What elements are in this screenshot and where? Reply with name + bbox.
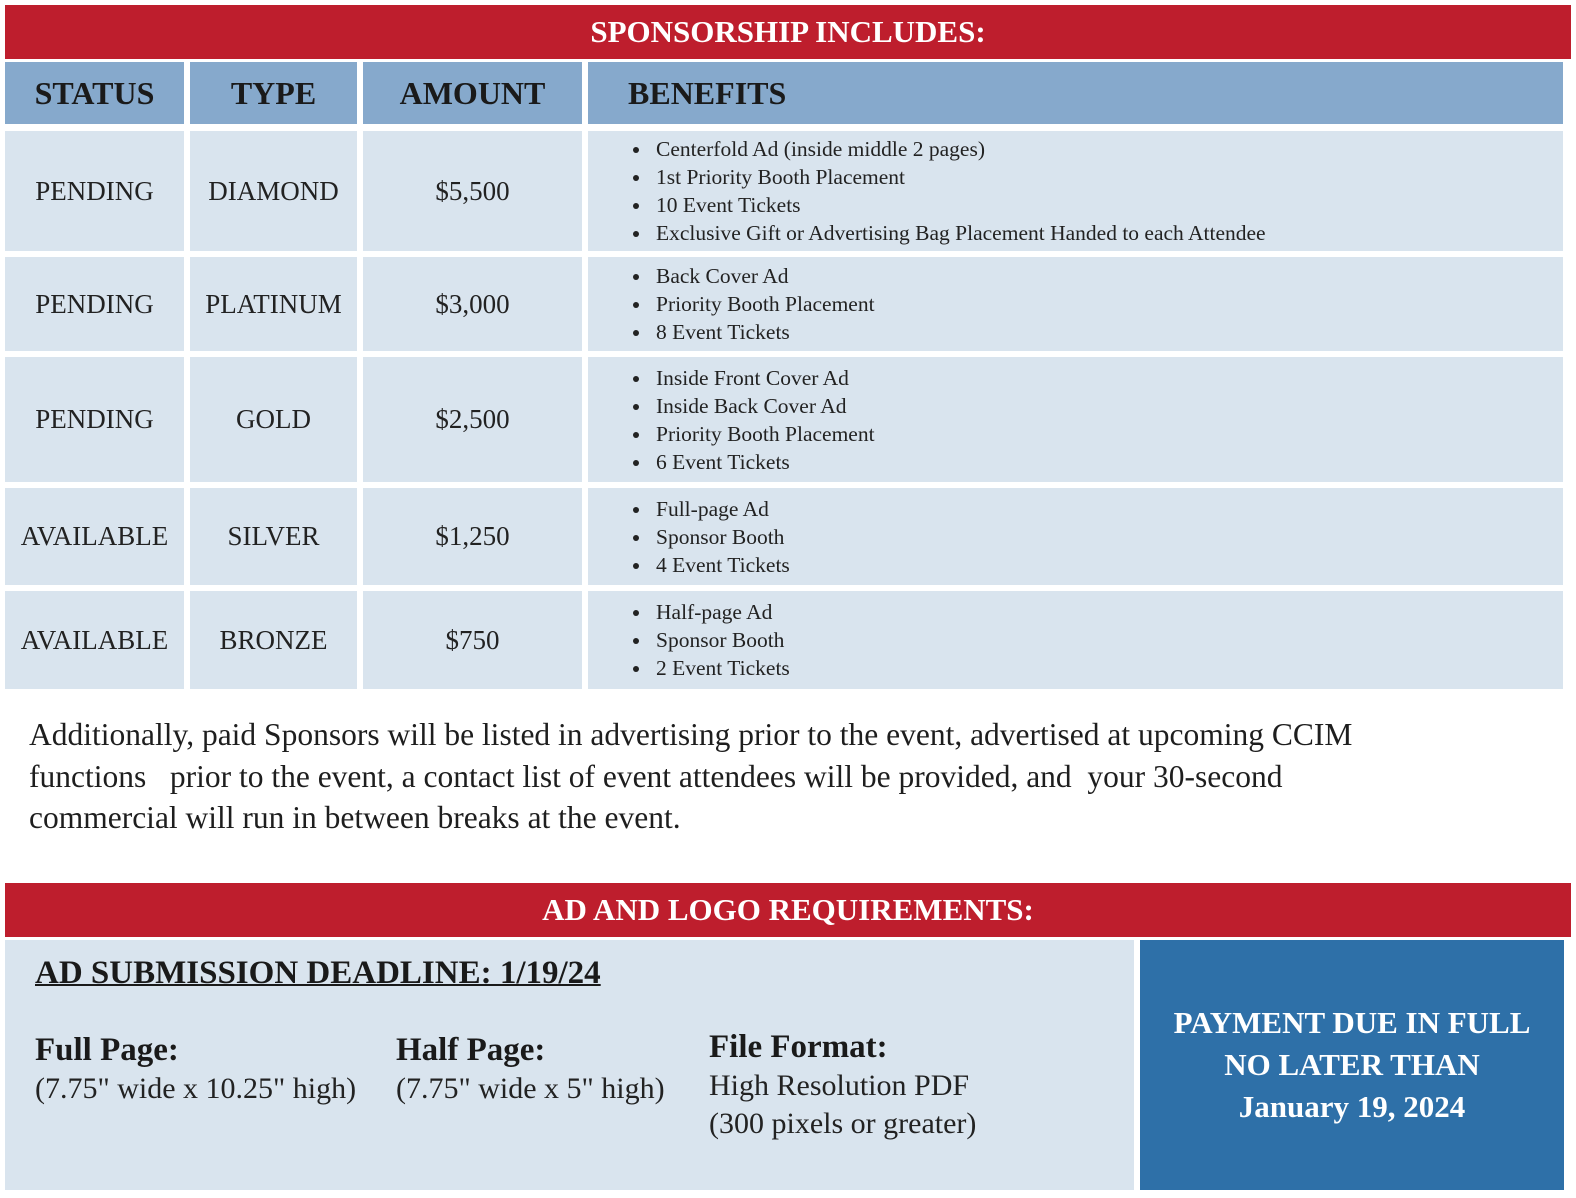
payment-line-2: NO LATER THAN [1224,1047,1480,1082]
cell-benefits [588,591,1563,689]
cell-type: DIAMOND [190,131,357,251]
cell-type: GOLD [190,357,357,482]
benefit-item: • Sponsor Booth [652,626,790,654]
cell-amount: $750 [363,591,582,689]
cell-type: PLATINUM [190,257,357,351]
requirements-banner: AD AND LOGO REQUIREMENTS: [5,883,1571,937]
benefit-item: • Priority Booth Placement [652,290,875,318]
header-benefits: BENEFITS [588,62,1563,124]
benefit-item: • 10 Event Tickets [652,191,1266,219]
benefits-list [626,262,875,346]
half-page-title: Half Page: [396,1032,546,1068]
cell-type: SILVER [190,488,357,585]
cell-status: PENDING [5,257,184,351]
benefits-list [626,598,790,682]
benefits-list [626,135,1266,247]
benefit-item: • 4 Event Tickets [652,551,790,579]
full-page-detail: (7.75" wide x 10.25" high) [35,1072,357,1105]
benefit-item: • Exclusive Gift or Advertising Bag Placement Handed to each Attendee [652,219,1266,247]
header-amount: AMOUNT [363,62,582,124]
payment-due-box [1140,940,1564,1190]
cell-status: AVAILABLE [5,591,184,689]
cell-benefits [588,257,1563,351]
cell-amount: $3,000 [363,257,582,351]
cell-status: AVAILABLE [5,488,184,585]
sponsorship-banner: SPONSORSHIP INCLUDES: [5,5,1571,59]
benefit-item: • Half-page Ad [652,598,790,626]
benefit-item: • Inside Back Cover Ad [652,392,875,420]
benefit-item: • 1st Priority Booth Placement [652,163,1266,191]
benefit-item: • Back Cover Ad [652,262,875,290]
cell-amount: $2,500 [363,357,582,482]
full-page-title: Full Page: [35,1032,179,1068]
file-format-line1: High Resolution PDF [709,1069,970,1102]
file-format-title: File Format: [709,1029,888,1065]
cell-amount: $1,250 [363,488,582,585]
benefit-item: • Centerfold Ad (inside middle 2 pages) [652,135,1266,163]
half-page-detail: (7.75" wide x 5" high) [396,1072,665,1105]
cell-benefits [588,488,1563,585]
cell-status: PENDING [5,131,184,251]
header-status: STATUS [5,62,184,124]
ad-deadline: AD SUBMISSION DEADLINE: 1/19/24 [35,955,601,991]
header-type: TYPE [190,62,357,124]
cell-type: BRONZE [190,591,357,689]
benefit-item: • 6 Event Tickets [652,448,875,476]
benefits-list [626,495,790,579]
benefit-item: • Sponsor Booth [652,523,790,551]
cell-benefits [588,357,1563,482]
benefit-item: • 8 Event Tickets [652,318,875,346]
benefit-item: • Inside Front Cover Ad [652,364,875,392]
cell-amount: $5,500 [363,131,582,251]
additional-info-paragraph: Additionally, paid Sponsors will be listed in advertising prior to the event, advertised at upcoming CCIM functions prior to the event, a contact list of event attendees will be provided, and your 30-second commercial will run in between breaks at the event. [29,717,1353,835]
benefits-list [626,364,875,476]
full-page-spec [35,1030,356,1108]
cell-benefits [588,131,1563,251]
benefit-item: • Full-page Ad [652,495,790,523]
file-format-spec [709,1027,976,1143]
half-page-spec [396,1030,665,1108]
payment-line-1: PAYMENT DUE IN FULL [1173,1005,1531,1040]
benefit-item: • 2 Event Tickets [652,654,790,682]
benefit-item: • Priority Booth Placement [652,420,875,448]
payment-date: January 19, 2024 [1238,1089,1466,1124]
cell-status: PENDING [5,357,184,482]
file-format-line2: (300 pixels or greater) [709,1107,977,1140]
